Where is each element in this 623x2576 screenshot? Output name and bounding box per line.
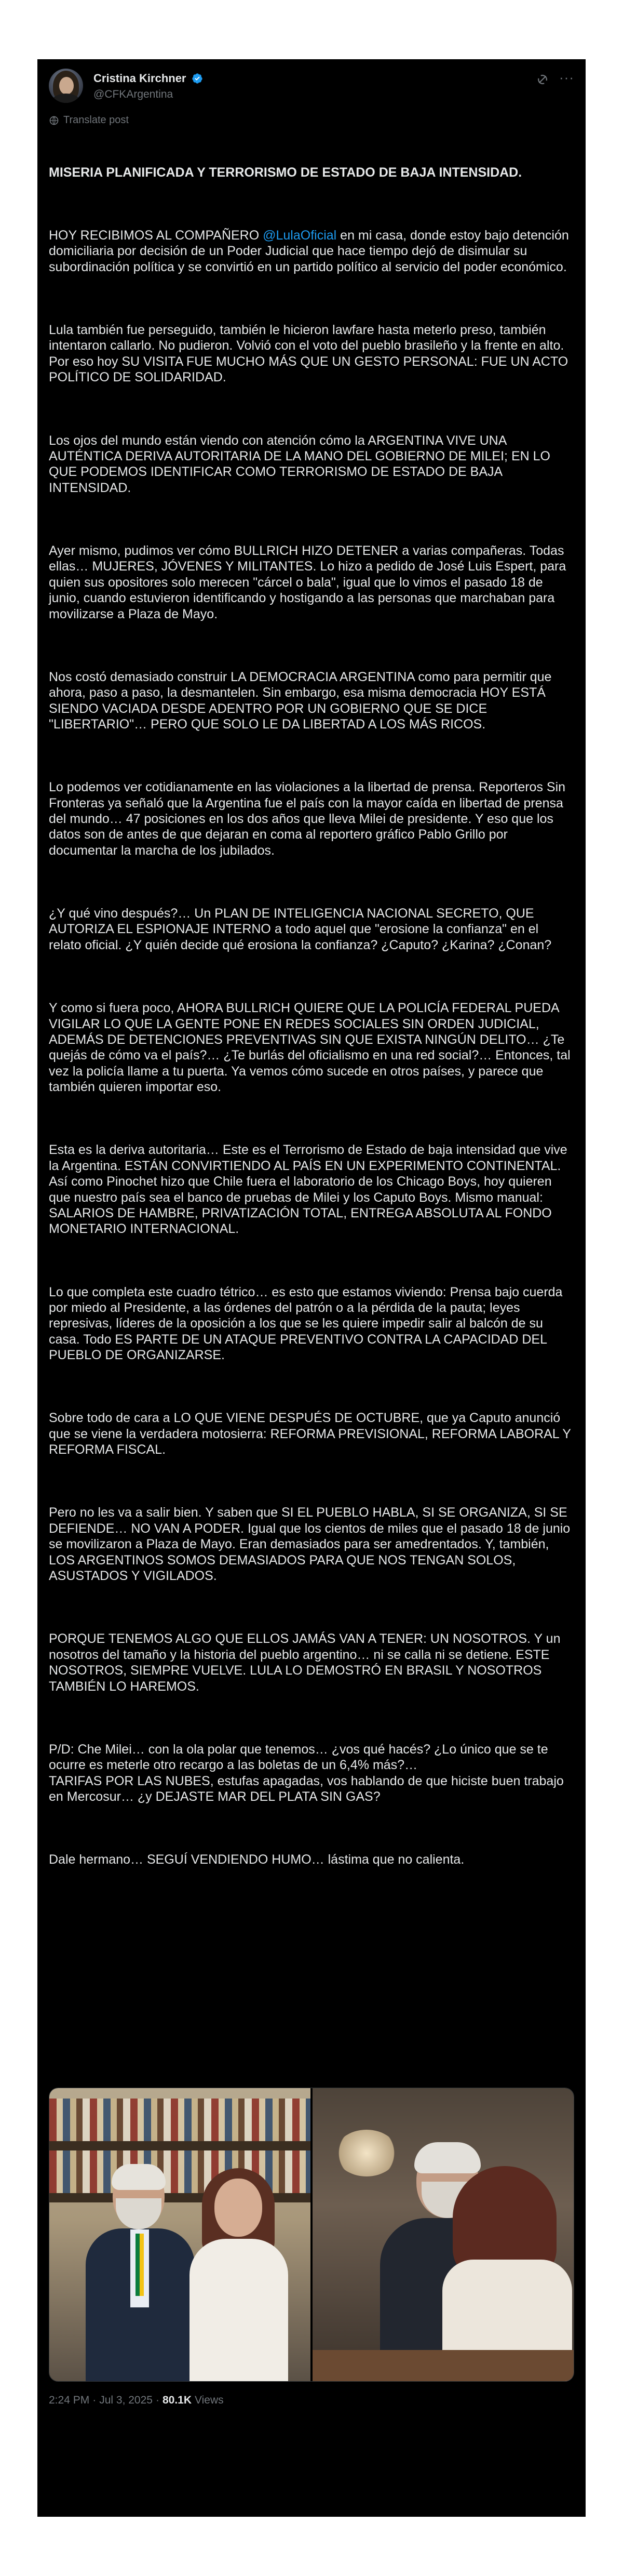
paragraph-5: Nos costó demasiado construir LA DEMOCRACIA ARGENTINA como para permitir que ahora, paso a paso, la desmantelen. Sin embargo, esa misma democracia HOY ESTÁ SIENDO VACIADA DESDE ADENTRO POR UN GOBIERNO QUE SE DICE "LIBERTARIO"… PERO QUE SOLO LE DA LIBERTAD A LOS MÁS RICOS.	[49, 669, 556, 732]
photo-lula-and-cristina-embrace[interactable]	[313, 2088, 574, 2381]
grok-icon[interactable]	[536, 73, 549, 86]
paragraph-10: Lo que completa este cuadro tétrico… es esto que estamos viviendo: Prensa bajo cuerda por miedo al Presidente, a las órdenes del patrón o a la pérdida de la pauta; leyes represivas, líderes de la oposición a los que se les quiere impedir salir al balcón de su casa. Todo ES PARTE DE UN ATAQUE PREVENTIVO CONTRA LA CAPACIDAD DEL PUEBLO DE ORGANIZARSE.	[49, 1284, 566, 1363]
post-time[interactable]: 2:24 PM	[49, 2394, 90, 2406]
paragraph-7: ¿Y qué vino después?… Un PLAN DE INTELIGENCIA NACIONAL SECRETO, QUE AUTORIZA EL ESPIONAJE INTERNO a todo aquel que "erosione la confianza" en el relato oficial. ¿Y quién decide qué erosiona la confianza? ¿Caputo? ¿Karina? ¿Conan?	[49, 906, 552, 952]
paragraph-13: PORQUE TENEMOS ALGO QUE ELLOS JAMÁS VAN A TENER: UN NOSOTROS. Y un nosotros del tamaño y la historia del pueblo argentino… ni se calla ni se detiene. ESTE NOSOTROS, SIEMPRE VUELVE. LULA LO DEMOSTRÓ EN BRASIL Y NOSOTROS TAMBIÉN LO HAREMOS.	[49, 1631, 564, 1694]
author-block	[93, 72, 203, 101]
views-count: 80.1K	[162, 2394, 192, 2406]
paragraph-12: Pero no les va a salir bien. Y saben que SI EL PUEBLO HABLA, SI SE ORGANIZA, SI SE DEFIENDE… NO VAN A PODER. Igual que los cientos de miles que el pasado 18 de junio se movilizaron a Plaza de Mayo. Eran demasiados para ser amedrentados. Y, también, LOS ARGENTINOS SOMOS DEMASIADOS PARA QUE NOS TENGAN SOLOS, ASUSTADOS Y VIGILADOS.	[49, 1505, 574, 1584]
paragraph-14: P/D: Che Milei… con la ola polar que tenemos… ¿vos qué hacés? ¿Lo único que se te ocurre es meterle otro recargo a las boletas de un 6,4% más?… TARIFAS POR LAS NUBES, estufas apagadas, vos hablando de que hiciste buen trabajo en Mercosur… ¿y DEJASTE MAR DEL PLATA SIN GAS?	[49, 1742, 564, 1804]
paragraph-2: Lula también fue perseguido, también le hicieron lawfare hasta meterlo preso, también intentaron callarlo. No pudieron. Volvió con el voto del pueblo brasileño y la frente en alto. Por eso hoy SU VISITA FUE MUCHO MÁS QUE UN GESTO PERSONAL: FUE UN ACTO POLÍTICO DE SOLIDARIDAD.	[49, 323, 572, 385]
paragraph-11: Sobre todo de cara a LO QUE VIENE DESPUÉS DE OCTUBRE, que ya Caputo anunció que se viene la verdadera motosierra: REFORMA PREVISIONAL, REFORMA LABORAL Y REFORMA FISCAL.	[49, 1411, 575, 1457]
author-handle[interactable]: @CFKArgentina	[93, 88, 173, 100]
paragraph-8: Y como si fuera poco, AHORA BULLRICH QUIERE QUE LA POLICÍA FEDERAL PUEDA VIGILAR LO QUE LA GENTE PONE EN REDES SOCIALES SIN ORDEN JUDICIAL, ADEMÁS DE DETENCIONES PREVENTIVAS SIN QUE EXISTA NINGÚN DELITO… ¿Te quejás de cómo va el país?… ¿Te burlás del oficialismo en una red social?… Entonces, tal vez la policía llame a tu puerta. Ya vemos cómo sucede en otros países, y parece que también quieren importar eso.	[49, 1001, 574, 1095]
paragraph-9: Esta es la deriva autoritaria… Este es el Terrorismo de Estado de baja intensidad que vive la Argentina. ESTÁN CONVIRTIENDO AL PAÍS EN UN EXPERIMENTO CONTINENTAL. Así como Pinochet hizo que Chile fuera el laboratorio de los Chicago Boys, hoy quieren que nuestro país sea el banco de pruebas de Milei y los Caputo Boys. Mismo manual: SALARIOS DE HAMBRE, PRIVATIZACIÓN TOTAL, ENTREGA ABSOLUTA AL FONDO MONETARIO INTERNACIONAL.	[49, 1143, 571, 1237]
translate-post-link[interactable]	[49, 114, 129, 126]
paragraph-4: Ayer mismo, pudimos ver cómo BULLRICH HIZO DETENER a varias compañeras. Todas ellas… MUJERES, JÓVENES Y MILITANTES. Lo hizo a pedido de José Luis Espert, para quien sus opositores solo merecen "cárcel o bala", igual que lo vimos el pasado 18 de junio, cuando estuvieron identificando y hostigando a las personas que marchaban para movilizarse a Plaza de Mayo.	[49, 543, 570, 621]
avatar[interactable]	[49, 69, 83, 103]
paragraph-3: Los ojos del mundo están viendo con atención cómo la ARGENTINA VIVE UNA AUTÉNTICA DERIVA AUTORITARIA DE LA MANO DEL GOBIERNO DE MILEI; EN LO QUE PODEMOS IDENTIFICAR COMO TERRORISMO DE ESTADO DE BAJA INTENSIDAD.	[49, 433, 554, 495]
post-date[interactable]: Jul 3, 2025	[99, 2394, 153, 2406]
more-horizontal-icon[interactable]: ···	[559, 70, 574, 85]
post-title: MISERIA PLANIFICADA Y TERRORISMO DE ESTADO DE BAJA INTENSIDAD.	[49, 165, 522, 180]
meta-separator-2: ·	[155, 2394, 159, 2406]
mention-link[interactable]: @LulaOficial	[263, 228, 337, 243]
tweet-meta	[49, 2394, 224, 2407]
photo-lula-and-cristina-standing[interactable]	[49, 2088, 310, 2381]
media-grid	[49, 2088, 574, 2382]
translate-label[interactable]: Translate post	[63, 114, 129, 126]
views-label: Views	[195, 2394, 224, 2406]
paragraph-6: Lo podemos ver cotidianamente en las violaciones a la libertad de prensa. Reporteros Sin Fronteras ya señaló que la Argentina fue el país con la mayor caída en libertad de prensa del mundo… 47 posiciones en los dos años que lleva Milei de presidente. Y eso que los datos son de antes de que dejaran en coma al reportero gráfico Pablo Grillo por documentar la marcha de los jubilados.	[49, 780, 569, 858]
verified-badge-icon	[192, 73, 203, 84]
paragraph-15: Dale hermano… SEGUÍ VENDIENDO HUMO… lástima que no calienta.	[49, 1852, 465, 1867]
tweet-card	[37, 59, 586, 2517]
meta-separator: ·	[92, 2394, 97, 2406]
paragraph-1: HOY RECIBIMOS AL COMPAÑERO @LulaOficial en mi casa, donde estoy bajo detención domiciliaria por decisión de un Poder Judicial que hace tiempo dejó de disimular su subordinación política y se convirtió en un partido político al servicio del poder económico.	[49, 228, 573, 274]
tweet-header	[49, 65, 574, 107]
translate-icon	[49, 115, 59, 126]
author-name[interactable]: Cristina Kirchner	[93, 72, 186, 85]
tweet-body	[49, 133, 574, 1899]
